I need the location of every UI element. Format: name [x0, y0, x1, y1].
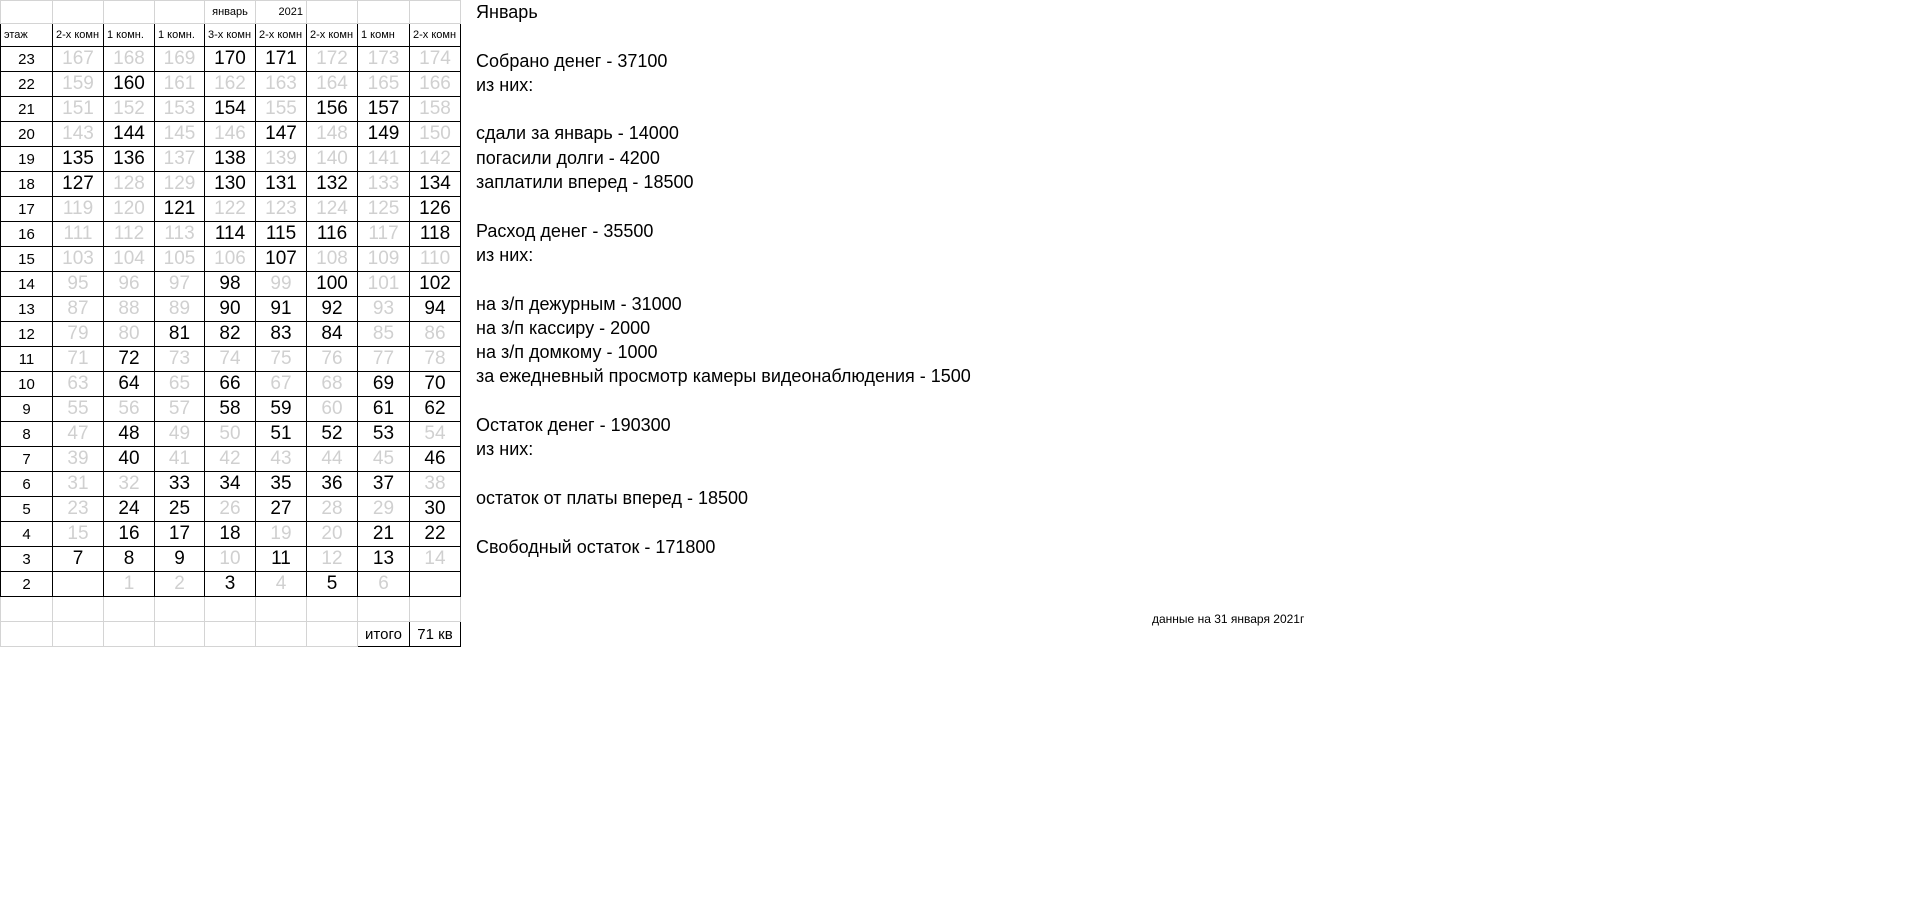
empty-cell	[205, 597, 256, 622]
apartment-cell: 121	[155, 197, 205, 222]
apartment-cell: 124	[307, 197, 358, 222]
apartment-cell: 70	[410, 372, 461, 397]
apartment-cell: 145	[155, 122, 205, 147]
empty-cell	[155, 622, 205, 647]
apartment-cell: 139	[256, 147, 307, 172]
floor-row	[1, 272, 461, 297]
apartment-cell: 29	[358, 497, 410, 522]
apartment-cell: 147	[256, 122, 307, 147]
month-heading: Январь	[476, 2, 538, 22]
apartment-cell: 136	[104, 147, 155, 172]
empty-cell	[53, 622, 104, 647]
apartment-cell: 107	[256, 247, 307, 272]
apartment-cell: 73	[155, 347, 205, 372]
empty-cell	[53, 1, 104, 24]
summary-line: Остаток денег - 190300	[476, 415, 671, 436]
apartment-cell: 57	[155, 397, 205, 422]
apartment-cell: 152	[104, 97, 155, 122]
summary-line: заплатили вперед - 18500	[476, 172, 694, 193]
apartment-cell: 15	[53, 522, 104, 547]
apartment-cell: 24	[104, 497, 155, 522]
summary-line	[476, 24, 971, 48]
summary-line: Свободный остаток - 171800	[476, 536, 716, 557]
apartment-cell: 40	[104, 447, 155, 472]
floor-number: 16	[1, 222, 53, 247]
apartment-cell: 41	[155, 447, 205, 472]
apartment-cell: 144	[104, 122, 155, 147]
apartment-cell: 105	[155, 247, 205, 272]
floor-number: 21	[1, 97, 53, 122]
empty-cell	[307, 1, 358, 24]
floor-row	[1, 572, 461, 597]
apartment-cell: 150	[410, 122, 461, 147]
apartment-cell: 166	[410, 72, 461, 97]
apartment-cell: 26	[205, 497, 256, 522]
apartment-cell: 100	[307, 272, 358, 297]
apartment-cell: 146	[205, 122, 256, 147]
summary-line: Расход денег - 35500	[476, 220, 654, 241]
summary-line: Собрано денег - 37100	[476, 50, 668, 71]
apartment-cell: 36	[307, 472, 358, 497]
summary-line: за ежедневный просмотр камеры видеонаблюдения - 1500	[476, 366, 971, 387]
floor-number: 13	[1, 297, 53, 322]
apartment-cell: 3	[205, 572, 256, 597]
floor-number: 9	[1, 397, 53, 422]
empty-cell	[104, 622, 155, 647]
apartment-cell: 92	[307, 297, 358, 322]
total-label: итого	[358, 622, 410, 647]
apartment-cell: 30	[410, 497, 461, 522]
floor-number: 5	[1, 497, 53, 522]
column-header: 2-х комн	[410, 24, 461, 47]
floor-row	[1, 222, 461, 247]
summary-line	[476, 267, 971, 291]
apartment-cell: 75	[256, 347, 307, 372]
floor-number: 6	[1, 472, 53, 497]
apartment-cell: 1	[104, 572, 155, 597]
apartment-cell: 91	[256, 297, 307, 322]
apartment-cell: 5	[307, 572, 358, 597]
apartment-cell: 14	[410, 547, 461, 572]
column-header: 1 комн.	[155, 24, 205, 47]
empty-cell	[155, 597, 205, 622]
apartment-cell: 76	[307, 347, 358, 372]
apartment-cell: 33	[155, 472, 205, 497]
floor-number: 12	[1, 322, 53, 347]
apartment-cell: 52	[307, 422, 358, 447]
apartment-cell: 54	[410, 422, 461, 447]
apartment-cell: 22	[410, 522, 461, 547]
column-header: 1 комн	[358, 24, 410, 47]
floor-number: 4	[1, 522, 53, 547]
apartment-cell: 16	[104, 522, 155, 547]
apartment-cell: 99	[256, 272, 307, 297]
apartment-cell: 62	[410, 397, 461, 422]
empty-cell	[1, 622, 53, 647]
apartment-cell: 173	[358, 47, 410, 72]
empty-cell	[104, 1, 155, 24]
year-label: 2021	[256, 1, 307, 24]
apartment-cell: 140	[307, 147, 358, 172]
apartment-cell: 151	[53, 97, 104, 122]
floor-row	[1, 372, 461, 397]
apartment-cell: 17	[155, 522, 205, 547]
apartment-cell: 61	[358, 397, 410, 422]
empty-cell	[358, 597, 410, 622]
apartment-cell: 49	[155, 422, 205, 447]
apartment-cell: 167	[53, 47, 104, 72]
header-row	[1, 24, 461, 47]
column-header: 3-х комн	[205, 24, 256, 47]
empty-cell	[53, 597, 104, 622]
apartment-cell: 155	[256, 97, 307, 122]
empty-cell	[358, 1, 410, 24]
floor-row	[1, 397, 461, 422]
apartment-cell: 34	[205, 472, 256, 497]
apartment-cell: 69	[358, 372, 410, 397]
apartment-cell: 95	[53, 272, 104, 297]
apartment-cell: 4	[256, 572, 307, 597]
floor-row	[1, 172, 461, 197]
floor-number: 19	[1, 147, 53, 172]
apartment-cell: 106	[205, 247, 256, 272]
floor-row	[1, 522, 461, 547]
spacer-row	[1, 597, 461, 622]
summary-line: из них:	[476, 439, 534, 460]
empty-cell	[256, 622, 307, 647]
apartment-cell: 123	[256, 197, 307, 222]
column-header: 2-х комн	[256, 24, 307, 47]
apartment-cell: 72	[104, 347, 155, 372]
apartment-cell: 133	[358, 172, 410, 197]
apartment-cell: 68	[307, 372, 358, 397]
apartment-cell: 67	[256, 372, 307, 397]
apartment-cell: 51	[256, 422, 307, 447]
floor-number: 22	[1, 72, 53, 97]
apartment-cell: 168	[104, 47, 155, 72]
apartment-cell: 7	[53, 547, 104, 572]
apartment-cell: 113	[155, 222, 205, 247]
apartment-cell: 103	[53, 247, 104, 272]
empty-cell	[104, 597, 155, 622]
apartment-cell: 164	[307, 72, 358, 97]
apartments-table	[0, 0, 461, 647]
apartment-cell: 39	[53, 447, 104, 472]
apartment-cell: 161	[155, 72, 205, 97]
apartment-cell: 53	[358, 422, 410, 447]
floor-row	[1, 297, 461, 322]
empty-cell	[307, 597, 358, 622]
summary-line: на з/п кассиру - 2000	[476, 317, 651, 338]
apartment-cell: 18	[205, 522, 256, 547]
apartment-cell: 162	[205, 72, 256, 97]
apartment-cell: 55	[53, 397, 104, 422]
apartment-cell: 38	[410, 472, 461, 497]
apartment-cell: 104	[104, 247, 155, 272]
floor-row	[1, 147, 461, 172]
summary-line: из них:	[476, 244, 534, 265]
apartment-cell: 163	[256, 72, 307, 97]
apartment-cell: 43	[256, 447, 307, 472]
apartment-cell: 63	[53, 372, 104, 397]
apartment-cell: 169	[155, 47, 205, 72]
apartment-cell: 157	[358, 97, 410, 122]
apartment-cell: 109	[358, 247, 410, 272]
apartment-cell: 56	[104, 397, 155, 422]
column-header: 2-х комн	[53, 24, 104, 47]
apartment-cell: 93	[358, 297, 410, 322]
apartment-cell: 116	[307, 222, 358, 247]
apartment-cell: 87	[53, 297, 104, 322]
floor-header: этаж	[1, 24, 53, 47]
as-of-note: данные на 31 января 2021г	[1152, 612, 1305, 626]
apartment-cell: 132	[307, 172, 358, 197]
summary-panel	[476, 0, 971, 559]
apartment-cell: 98	[205, 272, 256, 297]
apartment-cell: 81	[155, 322, 205, 347]
apartment-cell: 158	[410, 97, 461, 122]
apartment-cell: 27	[256, 497, 307, 522]
apartment-cell: 160	[104, 72, 155, 97]
floor-number: 15	[1, 247, 53, 272]
apartment-cell: 13	[358, 547, 410, 572]
apartment-cell: 108	[307, 247, 358, 272]
floor-row	[1, 547, 461, 572]
apartment-cell: 31	[53, 472, 104, 497]
apartment-cell: 148	[307, 122, 358, 147]
apartment-cell: 85	[358, 322, 410, 347]
apartment-cell: 159	[53, 72, 104, 97]
empty-cell	[307, 622, 358, 647]
apartment-cell: 122	[205, 197, 256, 222]
apartment-cell: 89	[155, 297, 205, 322]
apartment-cell: 153	[155, 97, 205, 122]
summary-line: на з/п дежурным - 31000	[476, 293, 682, 314]
empty-cell	[1, 597, 53, 622]
apartment-cell: 127	[53, 172, 104, 197]
apartment-cell: 9	[155, 547, 205, 572]
apartment-cell: 130	[205, 172, 256, 197]
apartment-cell: 25	[155, 497, 205, 522]
apartment-cell: 125	[358, 197, 410, 222]
apartment-cell: 42	[205, 447, 256, 472]
apartment-cell: 37	[358, 472, 410, 497]
apartment-cell: 2	[155, 572, 205, 597]
total-value: 71 кв	[410, 622, 461, 647]
summary-line	[476, 389, 971, 413]
empty-cell	[1, 1, 53, 24]
apartment-cell: 59	[256, 397, 307, 422]
apartment-cell: 82	[205, 322, 256, 347]
apartment-cell: 102	[410, 272, 461, 297]
floor-row	[1, 72, 461, 97]
floor-row	[1, 497, 461, 522]
apartment-cell: 112	[104, 222, 155, 247]
apartment-cell: 79	[53, 322, 104, 347]
apartment-cell: 46	[410, 447, 461, 472]
floor-row	[1, 472, 461, 497]
apartment-cell: 77	[358, 347, 410, 372]
apartment-cell: 154	[205, 97, 256, 122]
empty-cell	[205, 622, 256, 647]
summary-line	[476, 510, 971, 534]
empty-cell	[410, 1, 461, 24]
apartment-cell: 170	[205, 47, 256, 72]
summary-line: остаток от платы вперед - 18500	[476, 487, 749, 508]
apartment-cell: 115	[256, 222, 307, 247]
floor-number: 3	[1, 547, 53, 572]
apartment-cell: 65	[155, 372, 205, 397]
apartment-cell: 88	[104, 297, 155, 322]
summary-line	[476, 462, 971, 486]
apartment-cell: 138	[205, 147, 256, 172]
apartment-cell: 58	[205, 397, 256, 422]
apartment-cell: 23	[53, 497, 104, 522]
summary-line	[476, 194, 971, 218]
column-header: 2-х комн	[307, 24, 358, 47]
apartment-cell: 171	[256, 47, 307, 72]
apartment-cell: 141	[358, 147, 410, 172]
apartment-cell: 44	[307, 447, 358, 472]
empty-cell	[256, 597, 307, 622]
apartment-cell: 120	[104, 197, 155, 222]
apartment-cell: 11	[256, 547, 307, 572]
apartment-cell: 66	[205, 372, 256, 397]
floor-row	[1, 122, 461, 147]
apartment-cell: 128	[104, 172, 155, 197]
column-header: 1 комн.	[104, 24, 155, 47]
summary-line: погасили долги - 4200	[476, 147, 660, 168]
summary-line: на з/п домкому - 1000	[476, 342, 658, 363]
floor-row	[1, 447, 461, 472]
apartment-cell: 50	[205, 422, 256, 447]
apartment-cell: 114	[205, 222, 256, 247]
floor-number: 2	[1, 572, 53, 597]
apartment-cell: 134	[410, 172, 461, 197]
apartment-cell: 86	[410, 322, 461, 347]
apartment-cell: 21	[358, 522, 410, 547]
floor-number: 17	[1, 197, 53, 222]
floor-number: 8	[1, 422, 53, 447]
apartment-cell: 119	[53, 197, 104, 222]
floor-row	[1, 247, 461, 272]
apartment-cell: 12	[307, 547, 358, 572]
title-row	[1, 1, 461, 24]
apartment-cell: 156	[307, 97, 358, 122]
apartment-cell: 19	[256, 522, 307, 547]
apartment-cell: 35	[256, 472, 307, 497]
apartment-cell: 90	[205, 297, 256, 322]
apartment-cell: 149	[358, 122, 410, 147]
apartment-cell	[410, 572, 461, 597]
apartment-cell: 111	[53, 222, 104, 247]
apartment-cell: 32	[104, 472, 155, 497]
apartment-cell: 143	[53, 122, 104, 147]
floor-number: 7	[1, 447, 53, 472]
apartment-cell: 165	[358, 72, 410, 97]
floor-number: 18	[1, 172, 53, 197]
apartment-cell: 174	[410, 47, 461, 72]
floor-number: 20	[1, 122, 53, 147]
apartment-cell: 129	[155, 172, 205, 197]
floor-number: 14	[1, 272, 53, 297]
apartment-cell: 83	[256, 322, 307, 347]
apartment-cell: 97	[155, 272, 205, 297]
apartment-cell: 101	[358, 272, 410, 297]
floor-row	[1, 47, 461, 72]
apartment-cell: 94	[410, 297, 461, 322]
apartment-cell: 10	[205, 547, 256, 572]
apartment-cell: 28	[307, 497, 358, 522]
empty-cell	[410, 597, 461, 622]
apartment-cell	[53, 572, 104, 597]
empty-cell	[155, 1, 205, 24]
apartment-cell: 131	[256, 172, 307, 197]
floor-row	[1, 422, 461, 447]
apartment-cell: 118	[410, 222, 461, 247]
floor-row	[1, 97, 461, 122]
floor-number: 23	[1, 47, 53, 72]
apartment-cell: 78	[410, 347, 461, 372]
apartment-cell: 71	[53, 347, 104, 372]
floor-row	[1, 347, 461, 372]
apartment-cell: 8	[104, 547, 155, 572]
total-row	[1, 622, 461, 647]
summary-line: из них:	[476, 74, 534, 95]
month-label: январь	[205, 1, 256, 24]
apartment-cell: 117	[358, 222, 410, 247]
floor-row	[1, 197, 461, 222]
apartment-cell: 126	[410, 197, 461, 222]
apartment-cell: 48	[104, 422, 155, 447]
apartment-cell: 45	[358, 447, 410, 472]
apartment-cell: 60	[307, 397, 358, 422]
apartment-cell: 6	[358, 572, 410, 597]
floor-number: 11	[1, 347, 53, 372]
apartment-cell: 96	[104, 272, 155, 297]
floor-number: 10	[1, 372, 53, 397]
apartment-cell: 20	[307, 522, 358, 547]
apartment-cell: 135	[53, 147, 104, 172]
apartment-cell: 74	[205, 347, 256, 372]
summary-line: сдали за январь - 14000	[476, 123, 679, 144]
floor-row	[1, 322, 461, 347]
apartment-cell: 172	[307, 47, 358, 72]
apartment-cell: 110	[410, 247, 461, 272]
summary-line	[476, 97, 971, 121]
apartment-cell: 47	[53, 422, 104, 447]
apartment-cell: 137	[155, 147, 205, 172]
apartment-cell: 80	[104, 322, 155, 347]
apartment-cell: 142	[410, 147, 461, 172]
apartment-cell: 64	[104, 372, 155, 397]
apartment-cell: 84	[307, 322, 358, 347]
